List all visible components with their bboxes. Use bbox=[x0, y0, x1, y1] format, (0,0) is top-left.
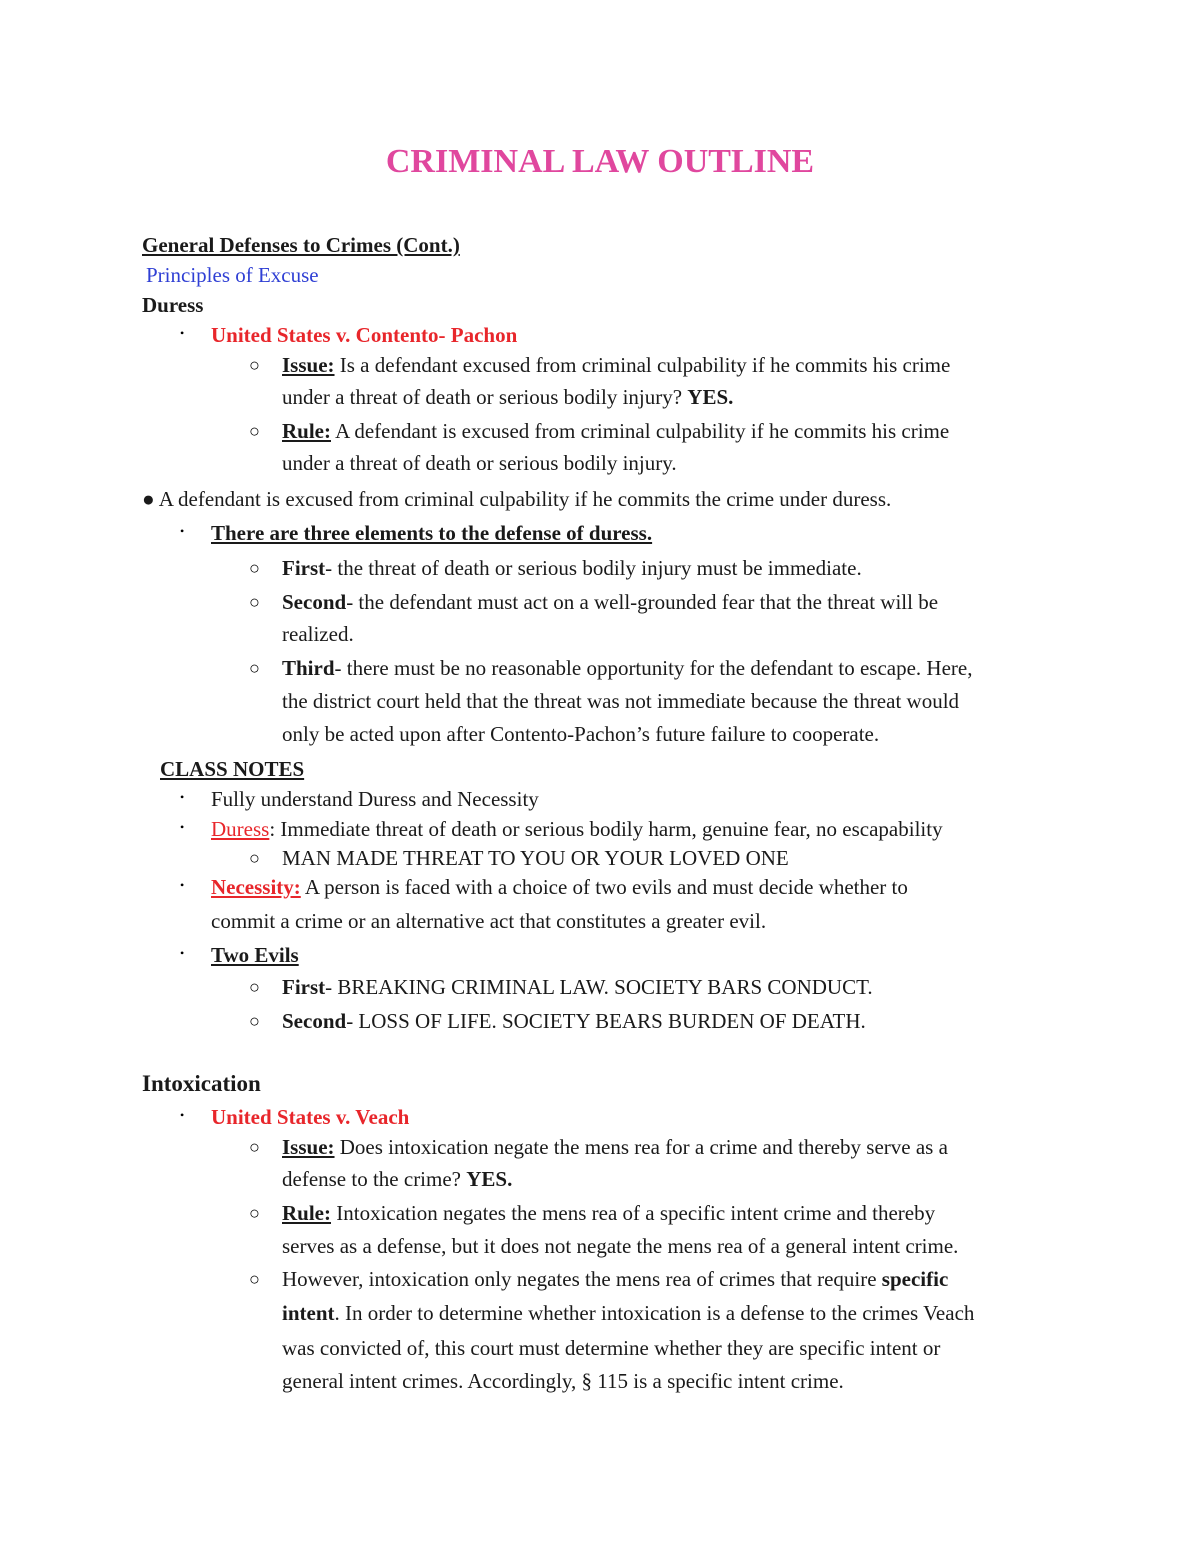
circle-bullet-icon: ○ bbox=[249, 1203, 260, 1223]
duress-issue bbox=[282, 350, 950, 380]
bullet-icon: • bbox=[180, 946, 185, 960]
first-text: - the threat of death or serious bodily injury must be immediate. bbox=[325, 556, 862, 580]
rule-label: Rule: bbox=[282, 419, 331, 443]
intoxication-case-name: United States v. Veach bbox=[211, 1105, 410, 1129]
section-heading: General Defenses to Crimes (Cont.) bbox=[142, 233, 460, 257]
class-note-item: Fully understand Duress and Necessity bbox=[211, 787, 539, 811]
element-first bbox=[282, 553, 862, 583]
intoxication-issue bbox=[282, 1132, 948, 1162]
third-label: Third bbox=[282, 656, 335, 680]
intoxication-rule bbox=[282, 1198, 935, 1228]
rule-label: Rule: bbox=[282, 1201, 331, 1225]
issue-text: Is a defendant excused from criminal culpability if he commits his crime bbox=[334, 353, 951, 377]
second-text: - LOSS OF LIFE. SOCIETY BEARS BURDEN OF DEATH. bbox=[346, 1009, 866, 1033]
second-label: Second bbox=[282, 590, 347, 614]
third-text: - there must be no reasonable opportunity for the defendant to escape. Here, bbox=[334, 656, 973, 680]
circle-bullet-icon: ○ bbox=[249, 1011, 260, 1031]
duress-rule-cont: under a threat of death or serious bodily injury. bbox=[282, 451, 677, 475]
issue-answer: YES. bbox=[466, 1167, 513, 1191]
however-bold: specific bbox=[881, 1267, 949, 1291]
however-line: general intent crimes. Accordingly, § 115 is a specific intent crime. bbox=[282, 1369, 844, 1393]
first-label: First bbox=[282, 975, 326, 999]
duress-sub-note: MAN MADE THREAT TO YOU OR YOUR LOVED ONE bbox=[282, 846, 789, 870]
element-third bbox=[282, 653, 972, 683]
duress-issue-cont bbox=[282, 382, 733, 412]
page-title: CRIMINAL LAW OUTLINE bbox=[385, 143, 815, 180]
circle-bullet-icon: ○ bbox=[249, 977, 260, 997]
bullet-icon: • bbox=[180, 820, 185, 834]
second-label: Second bbox=[282, 1009, 347, 1033]
intoxication-heading: Intoxication bbox=[142, 1071, 261, 1096]
rule-text: A defendant is excused from criminal culpability if he commits his crime bbox=[331, 419, 950, 443]
intoxication-rule-cont: serves as a defense, but it does not negate the mens rea of a general intent crime. bbox=[282, 1234, 959, 1258]
however-text: . In order to determine whether intoxication is a defense to the crimes Veach bbox=[334, 1301, 975, 1325]
circle-bullet-icon: ○ bbox=[249, 592, 260, 612]
circle-bullet-icon: ○ bbox=[249, 848, 260, 868]
evil-first bbox=[282, 972, 873, 1002]
duress-rule bbox=[282, 416, 949, 446]
issue-label: Issue: bbox=[282, 353, 335, 377]
class-note-duress bbox=[211, 814, 943, 844]
circle-bullet-icon: ○ bbox=[249, 658, 260, 678]
intoxication-issue-cont bbox=[282, 1164, 512, 1194]
circle-bullet-icon: ○ bbox=[249, 1269, 260, 1289]
issue-label: Issue: bbox=[282, 1135, 335, 1159]
duress-text: : Immediate threat of death or serious bodily harm, genuine fear, no escapability bbox=[269, 817, 943, 841]
however-line: was convicted of, this court must determine whether they are specific intent or bbox=[282, 1336, 941, 1360]
second-text: - the defendant must act on a well-grounded fear that the threat will be bbox=[346, 590, 939, 614]
elements-heading: There are three elements to the defense of duress. bbox=[211, 521, 653, 545]
circle-bullet-icon: ○ bbox=[249, 1137, 260, 1157]
duress-summary bbox=[142, 484, 891, 514]
element-third-cont: the district court held that the threat was not immediate because the threat would bbox=[282, 689, 960, 713]
however-bold: intent bbox=[282, 1301, 335, 1325]
necessity-label: Necessity: bbox=[211, 875, 301, 899]
class-notes-heading: CLASS NOTES bbox=[160, 757, 305, 781]
bullet-icon: • bbox=[180, 790, 185, 804]
evil-second bbox=[282, 1006, 866, 1036]
necessity-text: A person is faced with a choice of two evils and must decide whether to bbox=[300, 875, 908, 899]
bullet-icon: • bbox=[180, 326, 185, 340]
subheading-principles: Principles of Excuse bbox=[146, 263, 319, 287]
first-label: First bbox=[282, 556, 326, 580]
two-evils-heading: Two Evils bbox=[211, 943, 299, 967]
issue-answer: YES. bbox=[687, 385, 734, 409]
circle-bullet-icon: ○ bbox=[249, 421, 260, 441]
however-text: However, intoxication only negates the mens rea of crimes that require bbox=[282, 1267, 882, 1291]
duress-heading: Duress bbox=[142, 293, 204, 317]
necessity-cont: commit a crime or an alternative act that constitutes a greater evil. bbox=[211, 909, 767, 933]
issue-text: under a threat of death or serious bodily injury? bbox=[282, 385, 688, 409]
bullet-icon: • bbox=[180, 1108, 185, 1122]
class-note-necessity bbox=[211, 872, 908, 902]
circle-bullet-icon: ○ bbox=[249, 355, 260, 375]
first-text: - BREAKING CRIMINAL LAW. SOCIETY BARS CONDUCT. bbox=[325, 975, 873, 999]
rule-text: Intoxication negates the mens rea of a specific intent crime and thereby bbox=[331, 1201, 936, 1225]
bullet-icon: • bbox=[180, 878, 185, 892]
issue-text: defense to the crime? bbox=[282, 1167, 467, 1191]
however-line bbox=[282, 1264, 948, 1294]
element-third-cont: only be acted upon after Contento-Pachon’s future failure to cooperate. bbox=[282, 722, 880, 746]
bullet-icon: ● bbox=[142, 487, 155, 511]
however-line bbox=[282, 1298, 974, 1328]
issue-text: Does intoxication negate the mens rea for a crime and thereby serve as a bbox=[334, 1135, 948, 1159]
element-second bbox=[282, 587, 938, 617]
bullet-icon: • bbox=[180, 524, 185, 538]
circle-bullet-icon: ○ bbox=[249, 558, 260, 578]
element-second-cont: realized. bbox=[282, 622, 354, 646]
duress-label: Duress bbox=[211, 817, 270, 841]
duress-case-name: United States v. Contento- Pachon bbox=[211, 323, 518, 347]
summary-text: A defendant is excused from criminal culpability if he commits the crime under duress. bbox=[154, 487, 892, 511]
